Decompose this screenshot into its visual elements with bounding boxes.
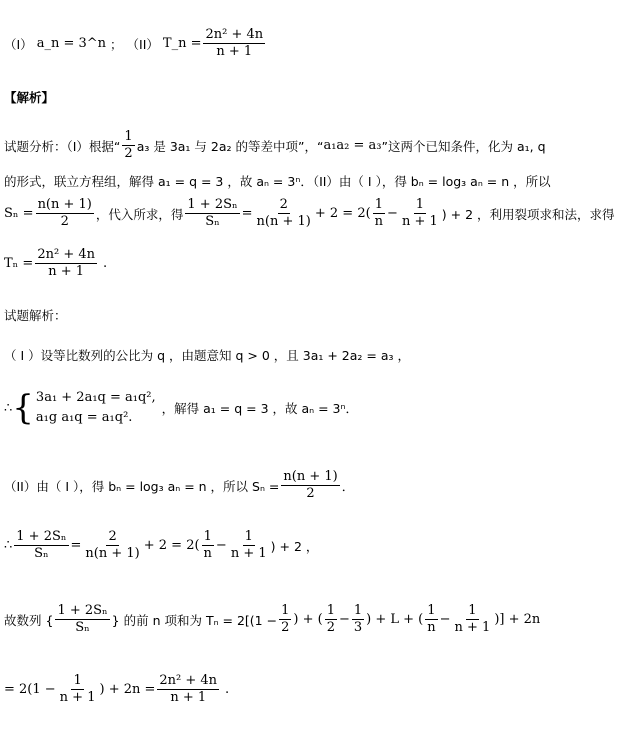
answer-line [4, 28, 267, 59]
fraction-denominator: n + 1 [454, 620, 491, 635]
fraction-denominator: Sₙ [205, 214, 220, 229]
minus-sign: − [338, 612, 350, 627]
minus-sign: − [387, 206, 398, 221]
fraction-denominator: n + 1 [170, 690, 207, 705]
one-over-n1-fraction-2 [58, 674, 98, 705]
fraction-denominator: n [374, 214, 384, 229]
b-fraction [400, 198, 440, 229]
solution-text-5-end: )] + 2n [494, 612, 541, 627]
fraction-numerator: 1 + 2Sₙ [57, 603, 108, 618]
fraction-numerator: 1 [73, 673, 82, 688]
sn-fraction-2 [281, 470, 339, 501]
solution-line-1: （ I ）设等比数列的公比为 q ，由题意知 q > 0 ，且 3a₁ + 2a₂ = a₃ ， [4, 348, 410, 363]
ratio-fraction-2 [14, 530, 68, 561]
fraction-denominator: Sₙ [34, 546, 49, 561]
separator: ； [110, 36, 123, 52]
fraction-numerator: 2 [108, 529, 117, 544]
fraction-numerator: 1 [203, 529, 212, 544]
fraction-denominator: n [427, 620, 436, 635]
solution-text-3: （II）由（ I ），得 bₙ = log₃ aₙ = n ，所以 Sₙ = [4, 478, 280, 494]
fraction-denominator: n + 1 [48, 264, 85, 279]
minus-sign: − [439, 612, 451, 627]
brace-icon: { [12, 388, 34, 428]
fraction-denominator: 2 [326, 620, 335, 635]
fraction-numerator: 1 [281, 603, 290, 618]
minus-sign: − [215, 538, 227, 553]
equals-sign: = [241, 206, 253, 221]
b-fraction-2 [229, 530, 269, 561]
fraction-denominator: Sₙ [75, 620, 90, 635]
fraction-numerator: 1 [244, 529, 253, 544]
solution-line-3 [4, 470, 354, 501]
fraction-numerator: 1 [415, 197, 424, 212]
fraction-denominator: n(n + 1) [256, 214, 311, 229]
solution-text-4-mid: + 2 = 2( [143, 538, 200, 553]
third-fraction [352, 604, 364, 635]
tn-fraction [35, 248, 97, 279]
fraction-numerator: n(n + 1) [283, 469, 338, 484]
fraction-denominator: 3 [353, 620, 363, 635]
solution-line-5 [4, 604, 540, 635]
fraction-denominator: n + 1 [59, 690, 96, 705]
equation-system [12, 388, 155, 428]
analysis-text-6: ，代入所求，得 [95, 206, 184, 222]
fraction-numerator: 1 [326, 603, 335, 618]
fraction-denominator: n [203, 546, 212, 561]
tn-fraction-2 [157, 674, 219, 705]
fraction-numerator: 2n² + 4n [159, 673, 218, 688]
analysis-text-8: + 2 = 2( [314, 206, 371, 221]
part2-fraction [203, 28, 265, 59]
ratio-fraction-3 [55, 604, 109, 635]
fraction-numerator: 1 [124, 129, 133, 144]
system-row-2: a₁g a₁q = a₁q². [35, 410, 133, 425]
therefore-symbol: ∴ [4, 538, 13, 553]
fraction-denominator: 2 [124, 146, 133, 161]
solution-text-5-pre: 故数列 { [4, 612, 54, 628]
sn-fraction [36, 198, 94, 229]
period: . [225, 682, 230, 697]
solution-line-4 [4, 530, 318, 561]
solution-text-6-pre: = 2(1 − [4, 682, 56, 697]
part2-lhs: T_n = [162, 36, 202, 51]
analysis-text-2: a₁a₂ = a₃ [323, 138, 382, 153]
fraction-denominator: 2 [281, 620, 290, 635]
solution-label: 试题解析： [4, 308, 67, 323]
fraction-denominator: 2 [306, 486, 315, 501]
solution-text-4-end: ) + 2 ， [270, 538, 319, 554]
half-fraction [122, 130, 134, 161]
part1-formula: a_n = 3^n [36, 36, 107, 51]
system-row-1: 3a₁ + 2a₁q = a₁q², [35, 390, 156, 405]
fraction-numerator: 1 [353, 603, 363, 618]
half-fraction-3 [325, 604, 337, 635]
part2-label: （II） [126, 36, 159, 52]
fraction-denominator: 2 [60, 214, 69, 229]
solution-text-5-mid: } 的前 n 项和为 Tₙ = 2[(1 − [111, 612, 278, 628]
fraction-numerator: n(n + 1) [37, 197, 92, 212]
fraction-denominator: n + 1 [230, 546, 267, 561]
fraction-numerator: 2n² + 4n [205, 27, 264, 42]
solution-text-2: ，解得 a₁ = q = 3 ，故 aₙ = 3ⁿ． [161, 401, 358, 416]
fraction-denominator: n(n + 1) [85, 546, 140, 561]
analysis-line-4 [4, 248, 107, 279]
analysis-label: 试题分析：（I）根据“ [4, 138, 121, 154]
fraction-numerator: 1 [374, 197, 383, 212]
analysis-line-3 [4, 198, 615, 229]
fraction-numerator: 1 [468, 603, 477, 618]
tn-lhs: Tₙ = [4, 256, 34, 271]
part1-label: （I） [4, 36, 33, 52]
a-fraction [373, 198, 385, 229]
fraction-denominator: n + 1 [216, 44, 253, 59]
analysis-text-1: a₃ 是 3a₁ 与 2a₂ 的等差中项”，“ [136, 138, 324, 154]
section-heading: 【解析】 [4, 90, 55, 105]
solution-text-5-p2: ) + ( [293, 612, 323, 627]
fraction-numerator: 1 + 2Sₙ [16, 529, 67, 544]
analysis-text-10: ) + 2 ，利用裂项求和法，求得 [441, 206, 615, 222]
ratio-fraction [185, 198, 239, 229]
fraction-denominator: n + 1 [401, 214, 438, 229]
solution-line-2 [4, 388, 358, 428]
therefore-symbol: ∴ [4, 400, 13, 416]
q-fraction-2 [83, 530, 141, 561]
one-over-n1-fraction [453, 604, 493, 635]
fraction-numerator: 1 [427, 603, 436, 618]
half-fraction-2 [279, 604, 291, 635]
analysis-line-2: 的形式，联立方程组，解得 a₁ = q = 3 ，故 aₙ = 3ⁿ．（II）由（ I ），得 bₙ = log₃ aₙ = n ，所以 [4, 174, 551, 189]
q-fraction [255, 198, 313, 229]
fraction-numerator: 2n² + 4n [37, 247, 95, 262]
a-fraction-2 [202, 530, 214, 561]
period: . [102, 256, 108, 271]
equals-sign: = [70, 538, 82, 553]
solution-text-5-p3: ) + L + ( [366, 612, 424, 627]
one-over-n-fraction [425, 604, 437, 635]
fraction-numerator: 2 [279, 197, 288, 212]
fraction-numerator: 1 + 2Sₙ [187, 197, 238, 212]
sn-lhs: Sₙ = [4, 206, 34, 221]
solution-text-6-mid: ) + 2n = [99, 682, 156, 697]
analysis-line-1 [4, 130, 546, 161]
period: ． [341, 478, 355, 494]
analysis-text-3: ”这两个已知条件，化为 a₁, q [381, 138, 546, 154]
solution-line-6 [4, 674, 229, 705]
